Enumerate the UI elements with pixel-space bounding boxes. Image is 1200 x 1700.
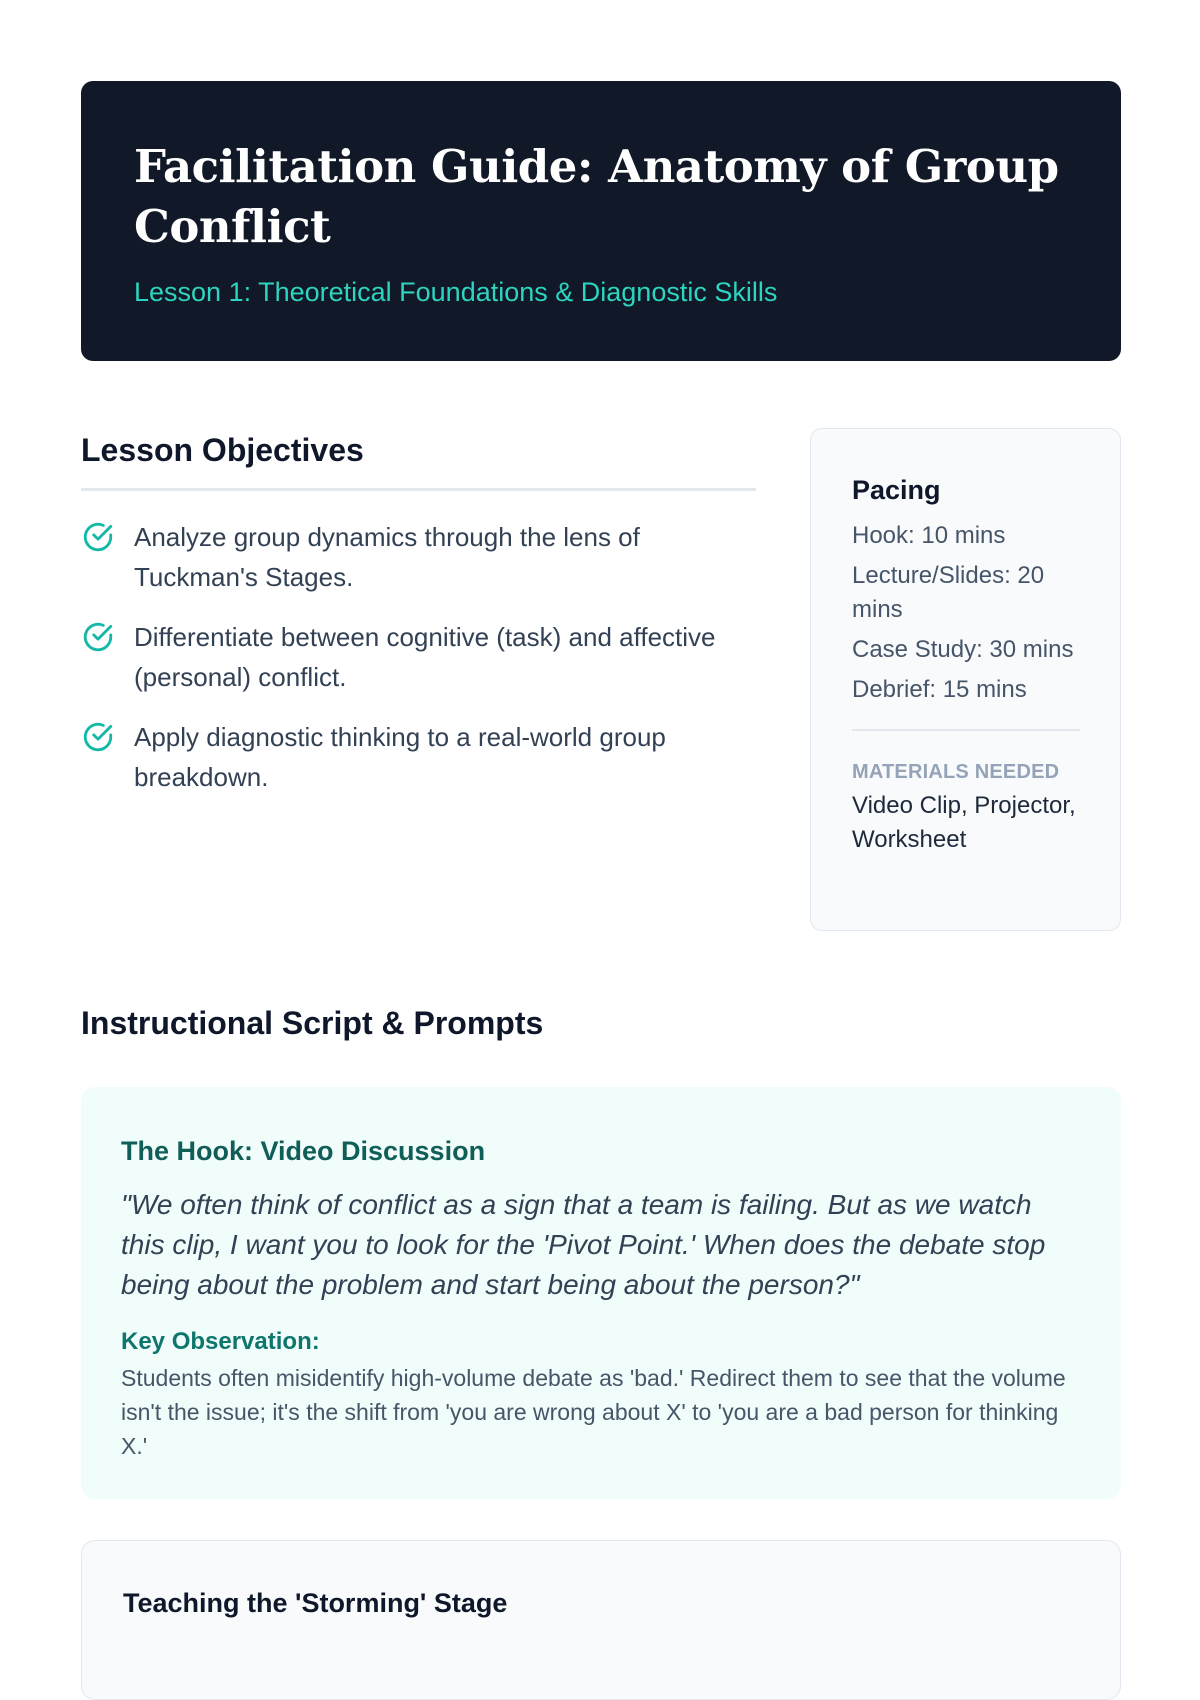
hook-card [81, 1087, 1121, 1499]
header-banner [81, 81, 1121, 361]
pacing-list [852, 519, 1080, 707]
lesson-objectives-section [81, 428, 756, 817]
objective-item [81, 717, 756, 797]
materials-label: MATERIALS NEEDED [852, 761, 1060, 783]
objective-text: Differentiate between cognitive (task) and affective (personal) conflict. [134, 622, 716, 692]
hook-quote: "We often think of conflict as a sign that a team is failing. But as we watch this clip, I want you to look for the 'Pivot Point.' When does the debate stop being about the problem and start being about the person?" [121, 1189, 1046, 1300]
objective-item [81, 517, 756, 597]
pacing-item: Lecture/Slides: 20 mins [852, 562, 1045, 623]
objectives-divider [81, 488, 756, 491]
pacing-item: Hook: 10 mins [852, 522, 1006, 549]
page-title: Facilitation Guide: Anatomy of Group Conflict [134, 140, 1059, 253]
pacing-item: Case Study: 30 mins [852, 636, 1074, 663]
check-circle-icon [81, 620, 115, 654]
lesson-subtitle: Lesson 1: Theoretical Foundations & Diagnostic Skills [134, 277, 778, 307]
pacing-card [810, 428, 1121, 931]
materials-value: Video Clip, Projector, Worksheet [852, 792, 1076, 853]
pacing-item: Debrief: 15 mins [852, 676, 1027, 703]
objectives-list [81, 517, 756, 797]
hook-title: The Hook: Video Discussion [121, 1136, 486, 1166]
storming-card [81, 1540, 1121, 1700]
check-circle-icon [81, 520, 115, 554]
key-observation-text: Students often misidentify high-volume debate as 'bad.' Redirect them to see that the volume isn't the issue; it's the shift from 'you are wrong about X' to 'you are a bad person for thinking X.' [121, 1365, 1066, 1459]
objective-item [81, 617, 756, 697]
pacing-divider [852, 729, 1080, 731]
storming-title: Teaching the 'Storming' Stage [123, 1588, 508, 1618]
pacing-title: Pacing [852, 475, 941, 505]
check-circle-icon [81, 720, 115, 754]
key-observation-label: Key Observation: [121, 1328, 320, 1355]
objective-text: Apply diagnostic thinking to a real-world group breakdown. [134, 722, 666, 792]
objective-text: Analyze group dynamics through the lens of Tuckman's Stages. [134, 522, 640, 592]
objectives-heading: Lesson Objectives [81, 432, 364, 468]
script-heading: Instructional Script & Prompts [81, 1005, 544, 1041]
